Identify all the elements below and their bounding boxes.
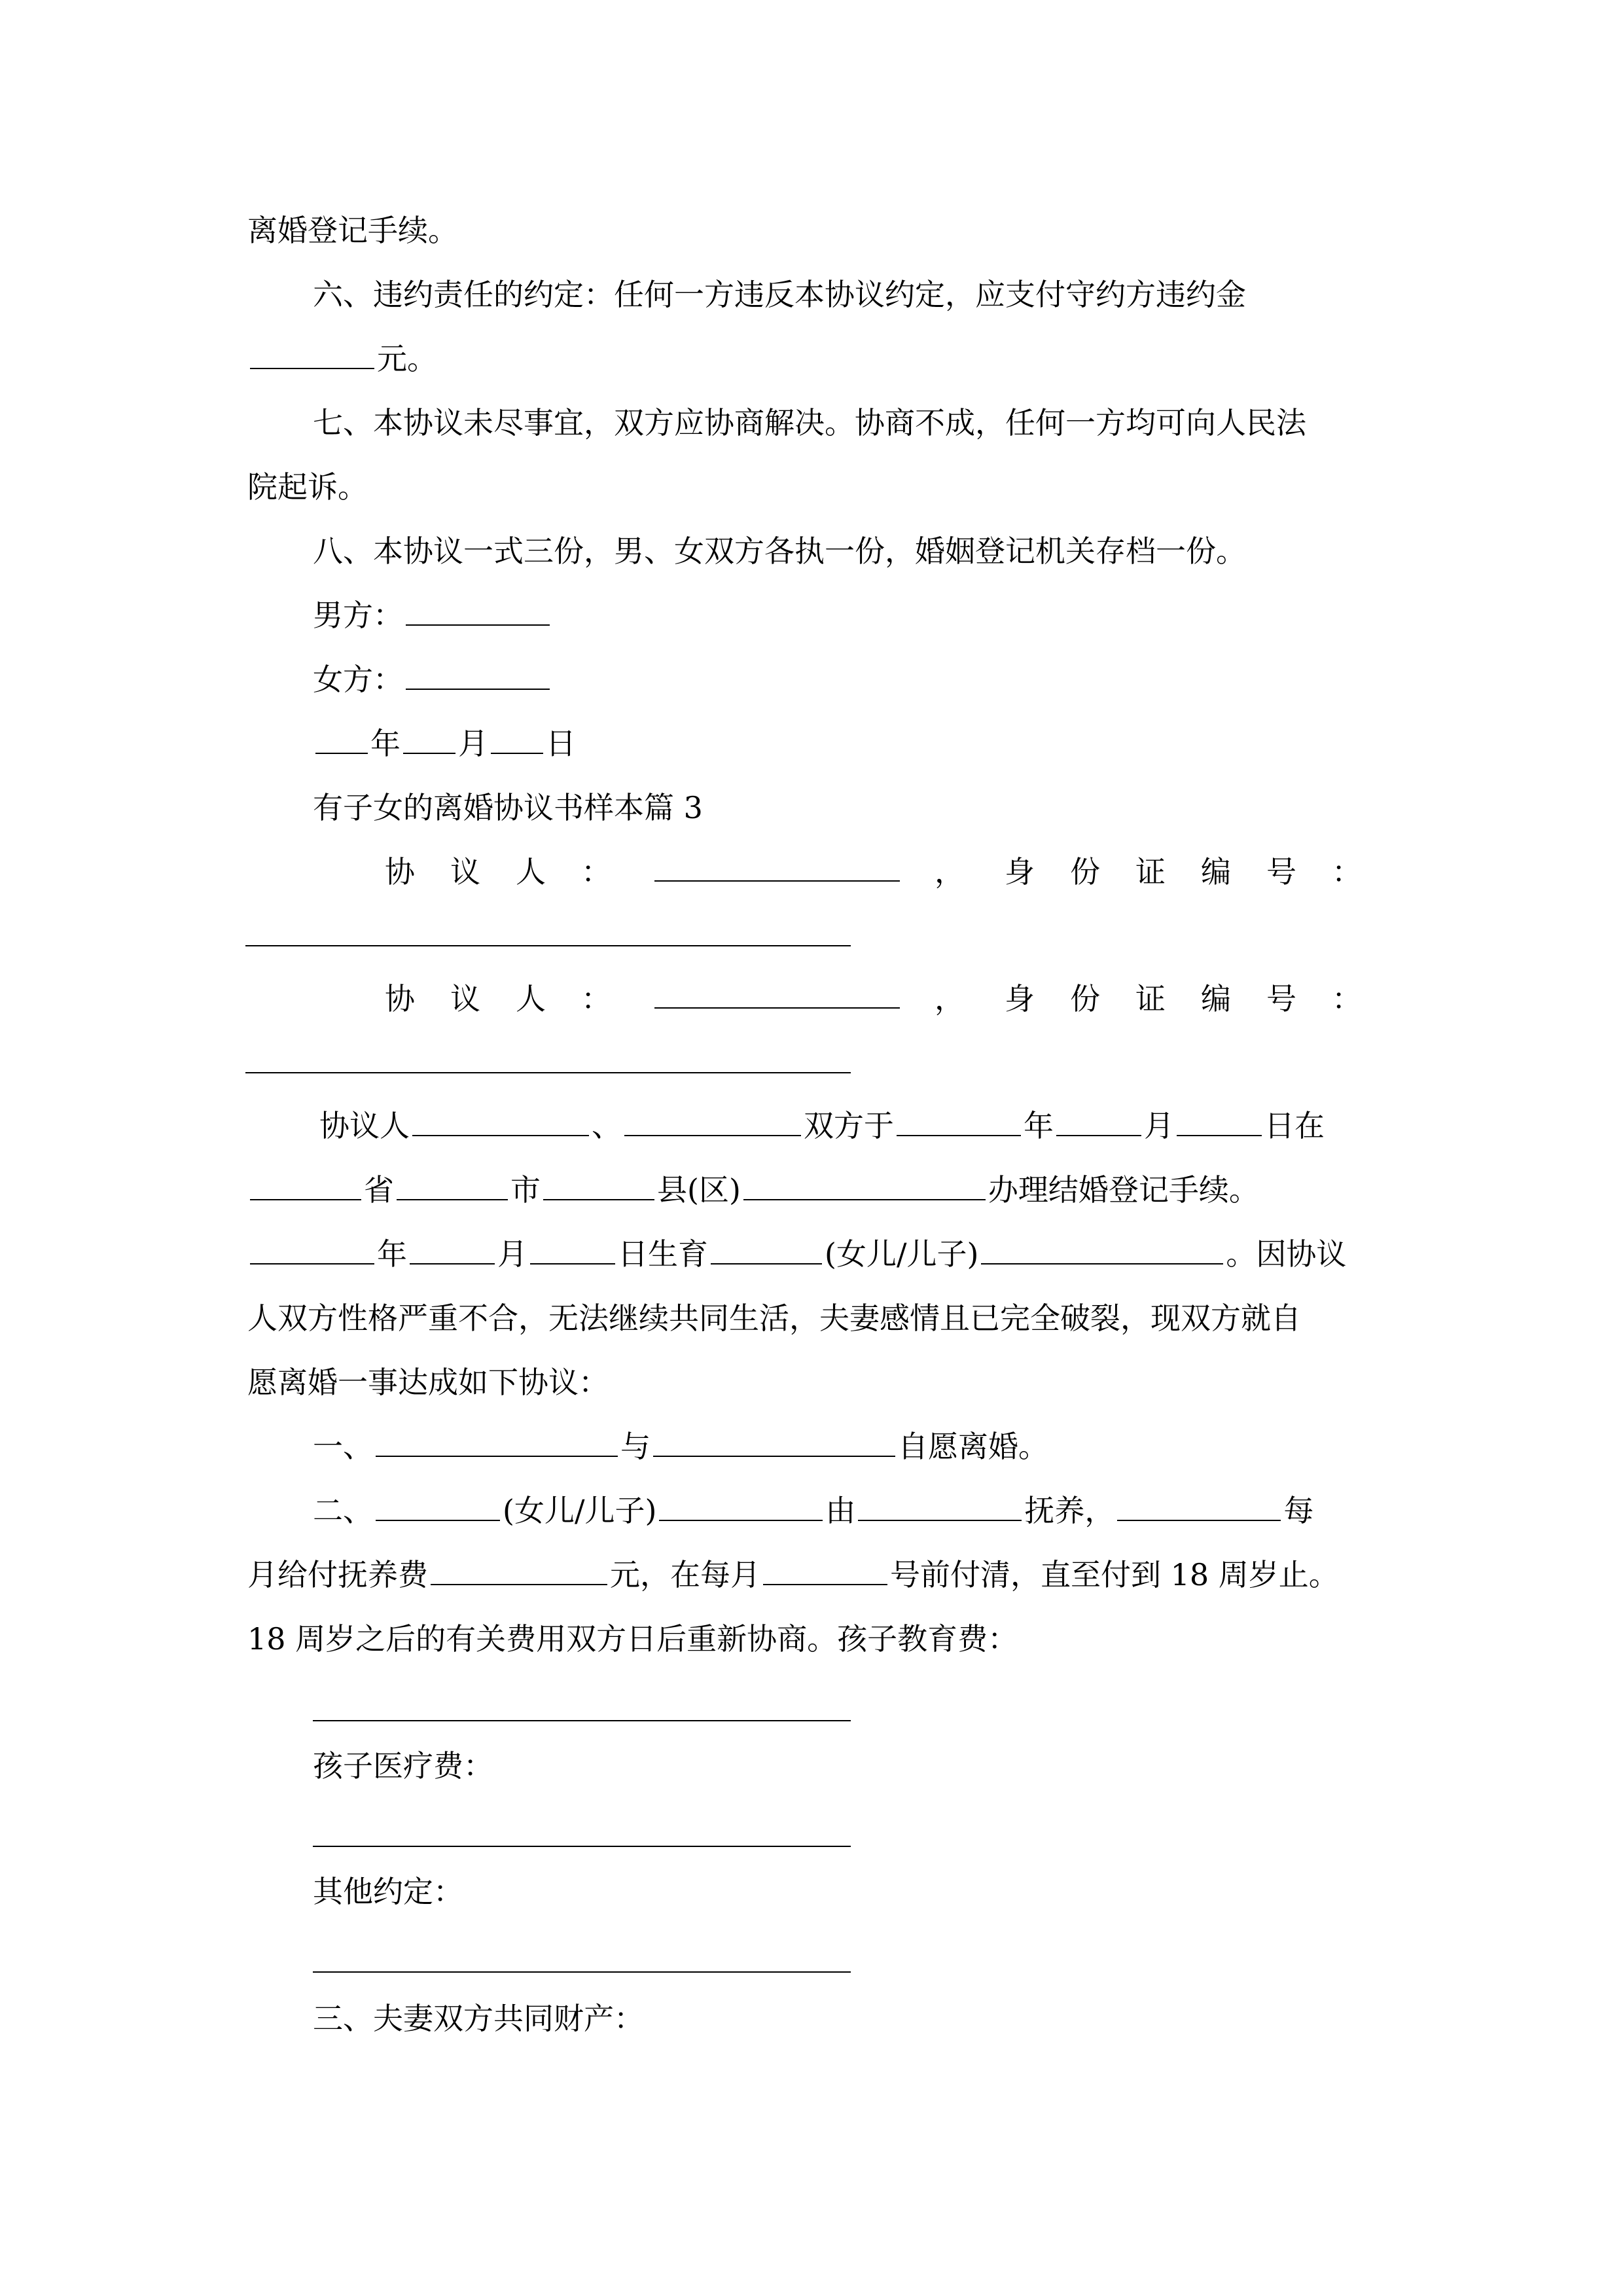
signature-male xyxy=(313,596,552,635)
medical-line xyxy=(313,1746,493,1785)
blank-field[interactable] xyxy=(1117,1491,1281,1521)
text: 一、 xyxy=(313,1429,373,1464)
label: 孩子医疗费： xyxy=(313,1748,493,1784)
education-fee-field[interactable] xyxy=(313,1720,851,1721)
clause-7-cont xyxy=(247,467,368,507)
text: 八、本协议一式三份，男、女双方各执一份，婚姻登记机关存档一份。 xyxy=(313,533,1246,569)
clause-2-cont xyxy=(247,1555,1339,1594)
text: 离婚登记手续。 xyxy=(247,213,458,248)
male-signature-field[interactable] xyxy=(406,596,550,626)
text: 人双方性格严重不合，无法继续共同生活，夫妻感情且已完全破裂，现双方就自 xyxy=(247,1300,1301,1336)
text: 日在 xyxy=(1264,1108,1325,1143)
text: 三、夫妻双方共同财产： xyxy=(313,2001,644,2036)
para-line-3 xyxy=(247,1234,1346,1274)
id-label xyxy=(1005,979,1397,1018)
blank-field[interactable] xyxy=(412,1106,589,1136)
text: ， xyxy=(935,854,965,889)
text: 与 xyxy=(620,1429,651,1464)
medical-fee-field[interactable] xyxy=(313,1846,851,1847)
clause-2 xyxy=(313,1491,1313,1530)
text: 由 xyxy=(825,1493,856,1528)
text: 月 xyxy=(458,726,488,761)
clause-6 xyxy=(313,275,1246,314)
party-2-name-field[interactable] xyxy=(654,1007,900,1009)
text: ， xyxy=(935,981,965,1016)
blank-field[interactable] xyxy=(659,1491,823,1521)
text: 元。 xyxy=(377,341,437,376)
para-line-5 xyxy=(247,1363,609,1402)
blank-field[interactable] xyxy=(530,1234,615,1265)
clause-7 xyxy=(313,403,1306,442)
text: 二、 xyxy=(313,1493,373,1528)
blank-field[interactable] xyxy=(743,1170,986,1200)
year-field[interactable] xyxy=(315,724,368,754)
title: 有子女的离婚协议书样本篇 3 xyxy=(313,790,703,825)
para-line-1 xyxy=(319,1106,1325,1145)
blank-field[interactable] xyxy=(376,1491,500,1521)
party-1-line xyxy=(385,852,647,891)
clause-2-cont2 xyxy=(247,1619,1018,1659)
text: 月 xyxy=(497,1236,527,1272)
section-title xyxy=(313,788,703,827)
party-1-name-field[interactable] xyxy=(654,880,900,882)
blank-field[interactable] xyxy=(858,1491,1022,1521)
label: 其他约定： xyxy=(313,1874,463,1909)
label: 协议人： xyxy=(385,854,647,889)
blank-field[interactable] xyxy=(410,1234,495,1265)
label: 协议人： xyxy=(385,981,647,1016)
text: 办理结婚登记手续。 xyxy=(988,1172,1259,1208)
text: 双方于 xyxy=(804,1108,894,1143)
date-line xyxy=(313,724,576,763)
text: 抚养， xyxy=(1024,1493,1115,1528)
blank-field[interactable] xyxy=(250,339,374,369)
text: 每 xyxy=(1283,1493,1314,1528)
text: 、 xyxy=(592,1108,622,1143)
label: 男方： xyxy=(313,598,403,633)
text: 自愿离婚。 xyxy=(898,1429,1048,1464)
text: 月给付抚养费 xyxy=(247,1557,428,1592)
blank-field[interactable] xyxy=(624,1106,801,1136)
blank-field[interactable] xyxy=(397,1170,508,1200)
text: (女儿/儿子) xyxy=(825,1236,979,1272)
clause-1 xyxy=(313,1427,1048,1466)
text: 。因协议 xyxy=(1226,1236,1347,1272)
other-line xyxy=(313,1872,463,1911)
blank-field[interactable] xyxy=(763,1555,887,1585)
text: 日 xyxy=(546,726,576,761)
party-1-id-field[interactable] xyxy=(245,945,851,946)
text: 市 xyxy=(510,1172,541,1208)
blank-field[interactable] xyxy=(250,1170,361,1200)
month-field[interactable] xyxy=(403,724,455,754)
comma xyxy=(935,979,965,1018)
day-field[interactable] xyxy=(491,724,543,754)
label: 身份证编号： xyxy=(1005,981,1397,1016)
comma xyxy=(935,852,965,891)
blank-field[interactable] xyxy=(1177,1106,1262,1136)
clause-6-cont xyxy=(247,339,437,378)
signature-female xyxy=(313,660,552,699)
clause-8 xyxy=(313,531,1246,571)
text: 协议人 xyxy=(319,1108,410,1143)
text: 月 xyxy=(1144,1108,1174,1143)
female-signature-field[interactable] xyxy=(406,660,550,690)
para-line-2 xyxy=(247,1170,1259,1210)
text: 省 xyxy=(364,1172,394,1208)
text: 号前付清，直至付到 18 周岁止。 xyxy=(890,1557,1339,1592)
blank-field[interactable] xyxy=(711,1234,822,1265)
text: 18 周岁之后的有关费用双方日后重新协商。孩子教育费： xyxy=(247,1621,1018,1657)
blank-field[interactable] xyxy=(431,1555,607,1585)
party-2-id-field[interactable] xyxy=(245,1072,851,1073)
text: 七、本协议未尽事宜，双方应协商解决。协商不成，任何一方均可向人民法 xyxy=(313,405,1306,440)
text: 日生育 xyxy=(618,1236,708,1272)
text: 县(区) xyxy=(657,1172,741,1208)
blank-field[interactable] xyxy=(250,1234,374,1265)
label: 身份证编号： xyxy=(1005,854,1397,889)
text: 年 xyxy=(1024,1108,1054,1143)
text: 年 xyxy=(377,1236,407,1272)
text-line xyxy=(247,211,458,250)
text: 院起诉。 xyxy=(247,469,368,505)
para-line-4 xyxy=(247,1299,1301,1338)
text: 元，在每月 xyxy=(610,1557,760,1592)
text: 愿离婚一事达成如下协议： xyxy=(247,1365,609,1400)
id-label xyxy=(1005,852,1397,891)
blank-field[interactable] xyxy=(653,1427,895,1457)
text: 六、违约责任的约定：任何一方违反本协议约定，应支付守约方违约金 xyxy=(313,277,1246,312)
text: 年 xyxy=(370,726,401,761)
blank-field[interactable] xyxy=(897,1106,1021,1136)
clause-3 xyxy=(313,1999,644,2038)
other-terms-field[interactable] xyxy=(313,1971,851,1973)
blank-field[interactable] xyxy=(543,1170,654,1200)
label: 女方： xyxy=(313,662,403,697)
blank-field[interactable] xyxy=(1056,1106,1141,1136)
blank-field[interactable] xyxy=(981,1234,1223,1265)
party-2-line xyxy=(385,979,647,1018)
text: (女儿/儿子) xyxy=(503,1493,657,1528)
blank-field[interactable] xyxy=(376,1427,618,1457)
